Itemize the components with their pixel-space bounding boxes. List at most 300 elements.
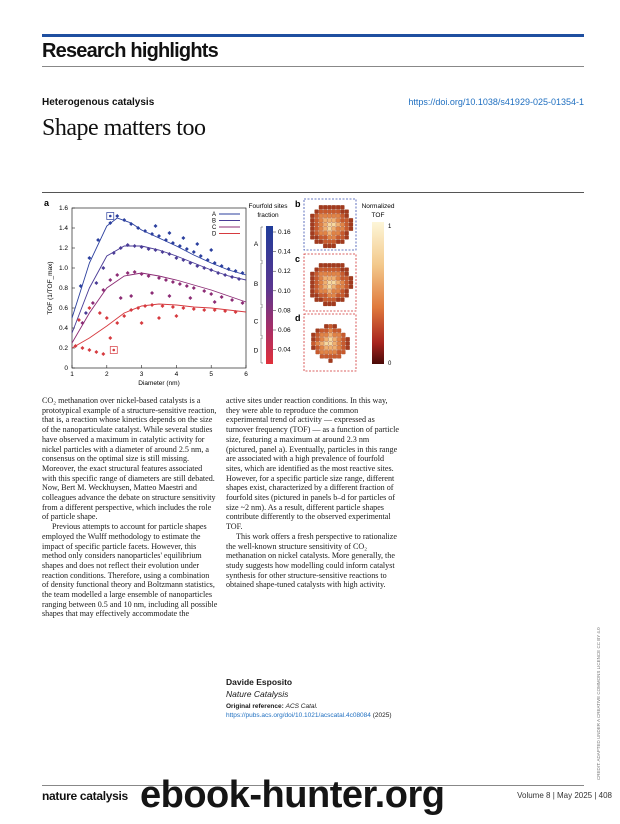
particle-atom xyxy=(323,244,327,248)
particle-atom xyxy=(319,235,323,239)
data-point-C xyxy=(129,294,133,298)
data-point-B xyxy=(101,266,105,270)
particle-atom xyxy=(315,268,319,272)
data-point-C xyxy=(209,292,213,296)
particle-atom xyxy=(340,285,344,289)
particle-atom xyxy=(320,337,324,341)
particle-atom xyxy=(323,218,327,222)
data-point-C xyxy=(230,298,234,302)
particle-atom xyxy=(332,289,336,293)
particle-atom xyxy=(341,346,345,350)
particle-atom xyxy=(329,342,333,346)
region-label: D xyxy=(253,347,259,355)
data-point-A xyxy=(115,214,119,218)
particle-atom xyxy=(346,337,350,341)
particle-atom xyxy=(333,354,337,358)
particle-atom xyxy=(345,293,349,297)
particle-atom xyxy=(332,205,336,209)
y-tick-label: 0.2 xyxy=(58,345,68,352)
particle-atom xyxy=(319,227,323,231)
data-point-C xyxy=(167,294,171,298)
particle-atom xyxy=(311,342,315,346)
particle-atom xyxy=(319,281,323,285)
particle-atom xyxy=(316,337,320,341)
particle-atom xyxy=(315,231,319,235)
particle-atom xyxy=(315,298,319,302)
data-point-C xyxy=(164,278,168,282)
particle-atom xyxy=(336,293,340,297)
particle-atom xyxy=(310,281,314,285)
y-axis-label: TOF (1/TOF_max) xyxy=(47,261,54,315)
particle-atom xyxy=(340,263,344,267)
data-point-D xyxy=(174,314,178,318)
y-tick-label: 1.4 xyxy=(58,225,68,232)
particle-atom xyxy=(328,231,332,235)
headline: Shape matters too xyxy=(42,115,206,141)
data-point-C xyxy=(178,282,182,286)
particle-atom xyxy=(345,227,349,231)
particle-atom xyxy=(345,289,349,293)
x-axis-label: Diameter (nm) xyxy=(138,380,180,387)
particle-atom xyxy=(328,210,332,214)
particle-atom xyxy=(340,293,344,297)
particle-atom xyxy=(340,272,344,276)
particle-atom xyxy=(340,223,344,227)
particle-atom xyxy=(328,276,332,280)
particle-atom xyxy=(328,214,332,218)
particle-atom xyxy=(332,285,336,289)
particle-atom xyxy=(332,293,336,297)
particle-atom xyxy=(310,289,314,293)
particle-atom xyxy=(310,218,314,222)
particle-atom xyxy=(336,240,340,244)
particle-atom xyxy=(319,263,323,267)
x-tick-label: 4 xyxy=(174,371,179,378)
particle-atom xyxy=(310,285,314,289)
particle-atom xyxy=(310,272,314,276)
data-point-B xyxy=(230,275,234,279)
particle-atom xyxy=(345,223,349,227)
particle-atom xyxy=(333,342,337,346)
data-point-D xyxy=(87,306,91,310)
data-point-D xyxy=(80,346,84,350)
data-point-D xyxy=(115,321,119,325)
particle-atom xyxy=(332,227,336,231)
legend-label: C xyxy=(212,225,217,231)
data-point-D xyxy=(192,307,196,311)
particle-atom xyxy=(332,231,336,235)
particle-atom xyxy=(333,324,337,328)
scatter-chart xyxy=(47,205,248,387)
particle-atom xyxy=(345,268,349,272)
paragraph-4: This work offers a fresh perspective to rationalize the well-known structure sensitivity of CO₂ methanation on nickel catalysts. More generally, the study suggests how modelling could inform catalyst synthesis for other structure-sensitive reactions to obtained shape-tuned catalysts with high activity. xyxy=(226,531,397,590)
panel-label-d: d xyxy=(295,313,301,323)
particle-atom xyxy=(336,227,340,231)
legend-label: A xyxy=(212,212,217,218)
paragraph-2: Previous attempts to account for particle shapes employed the Wulff methodology to estimate the impact of specific particle facets. However, this method only considers nanoparticles' equilibrium shapes and does not reflect their evolution under reaction conditions. Therefore, using a combination of density functional theory and Boltzmann statistics, the team modelled a large ensemble of nanoparticles ranging between 0.5 and 10 nm, including all possible shapes that may effectively accommodate the xyxy=(42,522,218,619)
particle-atom xyxy=(336,218,340,222)
particle-atom xyxy=(336,210,340,214)
particle-atom xyxy=(340,240,344,244)
particle-atom xyxy=(328,298,332,302)
doi-link[interactable]: https://doi.org/10.1038/s41929-025-01354-1 xyxy=(408,97,584,107)
particle-atom xyxy=(319,214,323,218)
particle-atom xyxy=(345,272,349,276)
particle-atom xyxy=(323,205,327,209)
region-label: C xyxy=(253,318,259,326)
particle-atom xyxy=(324,324,328,328)
particle-atom xyxy=(345,235,349,239)
panel-label-b: b xyxy=(295,199,301,209)
data-point-D xyxy=(74,344,78,348)
particle-atom xyxy=(324,333,328,337)
particle-atom xyxy=(319,293,323,297)
particle-atom xyxy=(320,333,324,337)
data-point-B xyxy=(94,281,98,285)
data-point-C xyxy=(91,301,95,305)
data-point-D xyxy=(181,306,185,310)
plot-frame xyxy=(72,208,246,368)
particle-atom xyxy=(341,333,345,337)
data-point-C xyxy=(150,291,154,295)
particle-atom xyxy=(332,276,336,280)
data-point-A xyxy=(181,236,185,240)
particle-atom xyxy=(346,342,350,346)
particle-atom xyxy=(329,346,333,350)
particle-atom xyxy=(319,210,323,214)
particle-atom xyxy=(328,272,332,276)
particle-atom xyxy=(323,210,327,214)
author: Davide Esposito xyxy=(226,677,293,687)
particle-atom xyxy=(328,223,332,227)
particle-atom xyxy=(349,227,353,231)
particle-atom xyxy=(329,329,333,333)
particle-atom xyxy=(345,285,349,289)
particle-atom xyxy=(323,272,327,276)
x-tick-label: 3 xyxy=(139,371,144,378)
particle-atom xyxy=(340,235,344,239)
particle-atom xyxy=(328,218,332,222)
data-point-D xyxy=(122,314,126,318)
particle-atom xyxy=(315,272,319,276)
panel-label-c: c xyxy=(295,254,301,264)
particle-atom xyxy=(310,293,314,297)
data-point-D xyxy=(108,336,112,340)
particle-atom xyxy=(345,281,349,285)
paragraph-3: active sites under reaction conditions. In this way, they were able to reproduce the common experimental trend of activity — expressed as turnover frequency (TOF) — as a function of particle size, featuring a maximum at around 2.3 nm (pictured, panel a). Eventually, particles in this range are associated with a high prevalence of fourfold sites, which are identified as the most reactive sites. However, for a specific particle size range, different shapes exist, characterized by a different fraction of fourfold sites (pictured in panels b–d for particles of size ~2 nm). As a result, different particle shapes contribute differently to the observed experimental TOF. xyxy=(226,396,399,532)
colorbar-tick-label: 0.06 xyxy=(278,327,291,334)
particle-atom xyxy=(324,350,328,354)
particle-atom xyxy=(337,333,341,337)
particle-atom xyxy=(319,218,323,222)
particle-atom xyxy=(315,218,319,222)
data-point-D xyxy=(87,348,91,352)
particle-atom xyxy=(323,227,327,231)
particle-atom xyxy=(340,281,344,285)
x-tick-label: 6 xyxy=(244,371,248,378)
particle-atom xyxy=(311,333,315,337)
particle-atom xyxy=(332,210,336,214)
particle-atom xyxy=(319,272,323,276)
particle-atom xyxy=(319,289,323,293)
norm-colorbar xyxy=(372,222,384,364)
particle-atom xyxy=(316,329,320,333)
data-point-A xyxy=(206,258,210,262)
data-point-D xyxy=(129,308,133,312)
particle-atom xyxy=(323,276,327,280)
particle-atom xyxy=(332,263,336,267)
particle-atom xyxy=(332,223,336,227)
particle-atom xyxy=(324,342,328,346)
data-point-C xyxy=(119,296,123,300)
y-tick-label: 1.2 xyxy=(58,245,68,252)
colorbar-tick-label: 0.08 xyxy=(278,307,291,315)
x-tick-label: 5 xyxy=(209,371,214,378)
particle-atom xyxy=(310,235,314,239)
particle-atom xyxy=(340,276,344,280)
particle-atom xyxy=(328,240,332,244)
colorbar-title-line2: fraction xyxy=(257,212,279,219)
particle-atom xyxy=(332,281,336,285)
particle-atom xyxy=(329,333,333,337)
particle-atom xyxy=(349,218,353,222)
region-label: A xyxy=(253,241,259,248)
particle-atom xyxy=(336,205,340,209)
reference-link[interactable]: https://pubs.acs.org/doi/10.1021/acscatal.4c08084 xyxy=(226,711,371,719)
colorbar-tick-label: 0.14 xyxy=(278,248,291,256)
particle-atom xyxy=(340,231,344,235)
particle-atom xyxy=(315,276,319,280)
y-tick-label: 1.6 xyxy=(58,205,68,212)
series-line-D xyxy=(72,304,246,348)
particle-atom xyxy=(324,346,328,350)
particle-atom xyxy=(349,276,353,280)
reference-journal: ACS Catal. xyxy=(285,703,318,710)
particle-atom xyxy=(332,214,336,218)
particle-atom xyxy=(332,298,336,302)
particle-atom xyxy=(316,346,320,350)
particle-atom xyxy=(336,231,340,235)
figure xyxy=(42,196,402,390)
data-point-D xyxy=(94,350,98,354)
particle-atom xyxy=(328,285,332,289)
highlight-point xyxy=(109,215,112,218)
data-point-A xyxy=(195,242,199,246)
data-point-B xyxy=(84,311,88,315)
title-rule xyxy=(42,66,584,67)
particle-atom xyxy=(316,333,320,337)
topic-label: Heterogenous catalysis xyxy=(42,97,155,108)
particle-atom xyxy=(340,210,344,214)
particle-atom xyxy=(328,263,332,267)
particle-atom xyxy=(337,342,341,346)
footer-meta: Volume 8 | May 2025 | 408 xyxy=(517,791,612,800)
data-point-D xyxy=(150,303,154,307)
particle-atom xyxy=(319,298,323,302)
reference-year: (2025) xyxy=(372,711,392,719)
particle-atom xyxy=(337,329,341,333)
particle-atom xyxy=(319,223,323,227)
particle-atom xyxy=(310,231,314,235)
particle-atom xyxy=(340,205,344,209)
particle-atom xyxy=(336,263,340,267)
watermark: ebook-hunter.org xyxy=(140,774,445,816)
particle-atom xyxy=(332,240,336,244)
particle-atom xyxy=(323,231,327,235)
data-point-D xyxy=(98,311,102,315)
footer-logo: nature catalysis xyxy=(42,789,128,803)
particle-atom xyxy=(349,281,353,285)
reference xyxy=(226,703,402,720)
data-point-D xyxy=(105,316,109,320)
particle-atom xyxy=(336,289,340,293)
particle-atom xyxy=(320,342,324,346)
particle-atom xyxy=(319,240,323,244)
region-bracket xyxy=(261,338,263,363)
particle-atom xyxy=(332,272,336,276)
colorbar xyxy=(266,226,273,364)
particle-atom xyxy=(328,235,332,239)
particle-atom xyxy=(315,210,319,214)
particle-atom xyxy=(345,210,349,214)
particle-atom xyxy=(323,235,327,239)
data-point-B xyxy=(237,277,241,281)
norm-tick-top: 1 xyxy=(388,224,392,230)
author-journal: Nature Catalysis xyxy=(226,689,289,699)
particle-atom xyxy=(345,276,349,280)
section-title: Research highlights xyxy=(42,40,218,62)
particle-atom xyxy=(328,205,332,209)
colorbar-tick-label: 0.04 xyxy=(278,346,291,354)
data-point-C xyxy=(213,300,217,304)
particle-atom xyxy=(333,346,337,350)
particle-atom xyxy=(337,346,341,350)
particle-atom xyxy=(337,337,341,341)
particle-atom xyxy=(340,289,344,293)
particle-atom xyxy=(323,223,327,227)
particle-atom xyxy=(328,244,332,248)
particle-atom xyxy=(315,227,319,231)
particle-atom xyxy=(336,214,340,218)
particle-atom xyxy=(333,333,337,337)
particle-atom xyxy=(319,205,323,209)
particle-atom xyxy=(315,214,319,218)
y-tick-label: 0 xyxy=(64,365,68,372)
particle-atom xyxy=(323,293,327,297)
region-bracket xyxy=(261,307,263,336)
y-tick-label: 1.0 xyxy=(58,265,68,272)
data-point-C xyxy=(80,321,84,325)
data-point-C xyxy=(192,286,196,290)
particle-atom xyxy=(340,227,344,231)
particle-atom xyxy=(340,214,344,218)
data-point-C xyxy=(108,278,112,282)
particle-atom xyxy=(311,346,315,350)
colorbar-tick-label: 0.12 xyxy=(278,268,291,276)
particle-atom xyxy=(315,293,319,297)
particle-atom xyxy=(316,350,320,354)
data-point-C xyxy=(115,273,119,277)
particle-atom xyxy=(340,218,344,222)
particle-atom xyxy=(341,342,345,346)
region-label: B xyxy=(253,281,259,288)
particle-atom xyxy=(328,289,332,293)
particle-atom xyxy=(345,218,349,222)
article-column-1 xyxy=(42,396,218,619)
particle-atom xyxy=(319,285,323,289)
particle-atom xyxy=(323,268,327,272)
particle-atom xyxy=(337,350,341,354)
panel-label-a: a xyxy=(44,198,50,208)
particle-atom xyxy=(310,214,314,218)
paragraph-1: CO₂ methanation over nickel-based catalysts is a prototypical example of a structure-sensitive reaction, that is, a reaction whose kinetics depends on the size of the nanoparticulate catalyst. While several studies have observed a maximum in catalytic activity for nickel particles with a diameter of around 2.5 nm, a consensus on the optimal size is still missing. Moreover, the exact structural features associated with this specific range of diameters are still debated. Now, Bert M. Weckhuysen, Matteo Maestri and colleagues advance the debate on structure sensitivity from a different perspective, which includes the role of particle shape. xyxy=(42,396,217,522)
particle-atom xyxy=(323,281,327,285)
y-tick-label: 0.6 xyxy=(58,305,68,312)
particle-atom xyxy=(345,231,349,235)
particle-atom xyxy=(349,223,353,227)
particle-atom xyxy=(336,235,340,239)
colorbar-tick-label: 0.10 xyxy=(278,287,291,295)
data-point-A xyxy=(167,231,171,235)
x-tick-label: 2 xyxy=(104,371,109,378)
particle-atom xyxy=(323,263,327,267)
top-rule xyxy=(42,34,584,37)
data-point-C xyxy=(185,284,189,288)
particle-atom xyxy=(324,354,328,358)
particle-atom xyxy=(336,223,340,227)
particle-atom xyxy=(323,302,327,306)
particle-atom xyxy=(333,350,337,354)
particle-atom xyxy=(328,268,332,272)
region-bracket xyxy=(261,263,263,305)
legend-label: B xyxy=(212,218,217,225)
data-point-B xyxy=(188,261,192,265)
particle-atom xyxy=(329,337,333,341)
side-credit: CREDIT: ADAPTED UNDER A CREATIVE COMMONS LICENCE CC BY 4.0 xyxy=(596,627,601,780)
particle-atom xyxy=(310,276,314,280)
data-point-A xyxy=(209,248,213,252)
particle-atom xyxy=(336,272,340,276)
particle-atom xyxy=(320,354,324,358)
data-point-D xyxy=(143,304,147,308)
particle-atom xyxy=(332,235,336,239)
data-point-C xyxy=(188,296,192,300)
colorbar-title-line1: Fourfold sites xyxy=(248,203,288,210)
highlight-point xyxy=(112,349,115,352)
data-point-D xyxy=(101,352,105,356)
norm-tick-bottom: 0 xyxy=(388,361,392,367)
data-point-C xyxy=(171,280,175,284)
data-point-B xyxy=(223,273,227,277)
particle-atom xyxy=(329,354,333,358)
particle-atom xyxy=(336,298,340,302)
particle-atom xyxy=(319,268,323,272)
data-point-D xyxy=(171,305,175,309)
data-point-C xyxy=(126,271,130,275)
region-bracket xyxy=(261,227,263,261)
article-column-2 xyxy=(226,396,402,590)
data-point-B xyxy=(133,244,137,248)
particle-atom xyxy=(328,281,332,285)
particle-atom xyxy=(349,285,353,289)
particle-atom xyxy=(333,337,337,341)
data-point-B xyxy=(209,268,213,272)
particle-atom xyxy=(324,329,328,333)
particle-atom xyxy=(323,214,327,218)
data-point-A xyxy=(154,224,158,228)
data-point-D xyxy=(157,316,161,320)
particle-atom xyxy=(324,337,328,341)
